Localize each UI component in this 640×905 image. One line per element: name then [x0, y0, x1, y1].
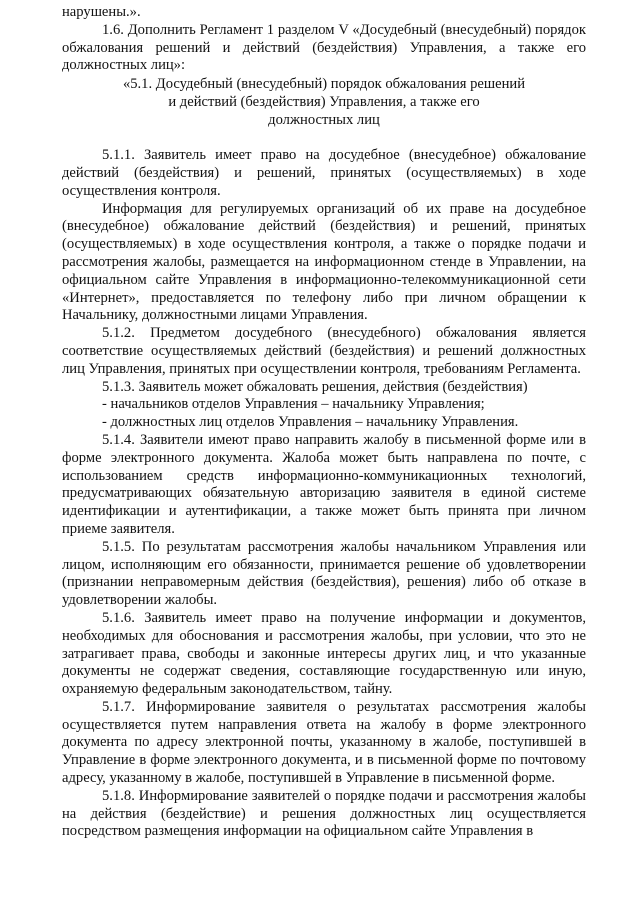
section-heading-line-1: «5.1. Досудебный (внесудебный) порядок обжалования решений [122, 76, 526, 93]
paragraph-5-1-2: 5.1.2. Предметом досудебного (внесудебного) обжалования является соответствие осуществляемых действий (бездействия) и решений должностных лиц Управления, принятых при осуществлении контроля, требованиям Регламента. [62, 325, 586, 377]
list-item-department-officials: - должностных лиц отделов Управления – начальнику Управления. [102, 414, 519, 431]
paragraph-5-1-1: 5.1.1. Заявитель имеет право на досудебное (внесудебное) обжалование действий (бездействия) и решений, принятых (осуществляемых) в ходе осуществления контроля. [62, 147, 586, 199]
paragraph-5-1-6: 5.1.6. Заявитель имеет право на получение информации и документов, необходимых для обоснования и рассмотрения жалобы, при условии, что это не затрагивает права, свободы и законные интересы других лиц, и что указанные документы не содержат сведения, составляющие государственную или иную, охраняемую федеральным законодательством, тайну. [62, 609, 586, 698]
list-item-department-heads: - начальников отделов Управления – начальнику Управления; [102, 396, 485, 413]
paragraph-5-1-7: 5.1.7. Информирование заявителя о результатах рассмотрения жалобы осуществляется путем направления ответа на жалобу в форме электронного документа по адресу электронной почты, указанному в жалобе, поступившей в Управление в форме электронного документа, и в письменной форме по почтовому адресу, указанному в жалобе, поступившей в Управление в письменной форме. [62, 698, 586, 787]
paragraph-5-1-8: 5.1.8. Информирование заявителей о порядке подачи и рассмотрения жалобы на действия (бездействие) и решения должностных лиц осуществляется посредством размещения информации на официальном сайте Управления в [62, 787, 586, 840]
paragraph-information: Информация для регулируемых организаций об их праве на досудебное (внесудебное) обжалование действий (бездействия) и решений, принятых (осуществляемых) в ходе осуществления контроля, а также о порядке подачи и рассмотрения жалобы, размещается на информационном стенде в Управлении, на официальном сайте Управления в информационно-телекоммуникационной сети «Интернет», предоставляется по телефону либо при личном обращении к Начальнику, должностными лицами Управления. [62, 200, 586, 324]
section-heading-line-2: и действий (бездействия) Управления, а также его [168, 94, 480, 111]
paragraph-5-1-3: 5.1.3. Заявитель может обжаловать решения, действия (бездействия) [102, 378, 528, 395]
paragraph-tail: нарушены.». [62, 4, 141, 20]
paragraph-5-1-5: 5.1.5. По результатам рассмотрения жалобы начальником Управления или лицом, исполняющим его обязанности, принимается решение об удовлетворении (признании неправомерным действия (бездействия), решения) либо об отказе в удовлетворении жалобы. [62, 538, 586, 609]
section-heading [62, 75, 586, 129]
section-heading-line-3: должностных лиц [268, 112, 380, 129]
paragraph-1-6: 1.6. Дополнить Регламент 1 разделом V «Досудебный (внесудебный) порядок обжалования решений и действий (бездействия) Управления, а также его должностных лиц»: [62, 21, 586, 74]
paragraph-5-1-4: 5.1.4. Заявители имеют право направить жалобу в письменной форме или в форме электронного документа. Жалоба может быть направлена по почте, с использованием средств информационно-коммуникационных технологий, предусматривающих обязательную авторизацию заявителя в единой системе идентификации и аутентификации, а также может быть принята при личном приеме заявителя. [62, 431, 586, 537]
